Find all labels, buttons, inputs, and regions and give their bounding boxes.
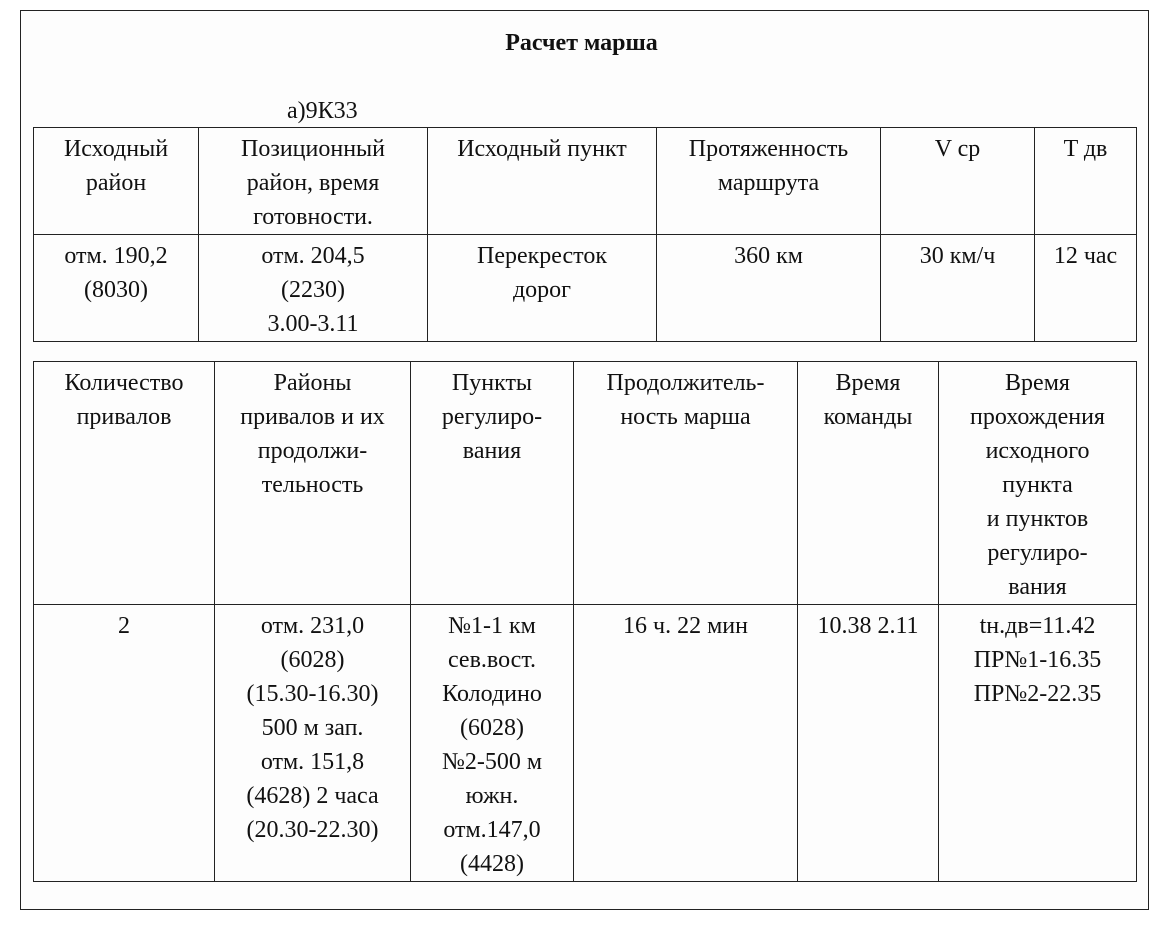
cell-line: отм. 204,5 — [261, 243, 365, 269]
cell-line: отм. 151,8 — [260, 749, 365, 775]
cell-line: Время — [835, 370, 901, 396]
cell-line: (4628) 2 часа — [246, 783, 379, 809]
table-cell — [881, 235, 1035, 342]
cell-line: привалов — [76, 404, 172, 430]
cell-line: 360 км — [734, 243, 803, 269]
table-cell — [657, 235, 881, 342]
table-cell — [798, 605, 939, 882]
table-cell — [1035, 235, 1137, 342]
cell-line: Пункты — [451, 370, 533, 396]
header-cell — [939, 362, 1137, 605]
header-cell — [34, 362, 215, 605]
header-cell — [574, 362, 798, 605]
cell-line: южн. — [465, 783, 519, 809]
cell-line: ПР№1-16.35 — [973, 647, 1102, 673]
header-cell: Протяженность маршрута — [657, 128, 881, 235]
cell-line: исходного — [985, 438, 1090, 464]
table-row — [34, 605, 1137, 882]
cell-line: 2 — [118, 613, 130, 639]
cell-line: (4428) — [460, 851, 524, 877]
table-cell — [411, 605, 574, 882]
cell-line: привалов и их — [240, 404, 385, 430]
cell-line: отм. 231,0 — [260, 613, 365, 639]
cell-line: (8030) — [84, 277, 148, 303]
table-cell — [199, 235, 428, 342]
table-cell — [34, 605, 215, 882]
cell-line: №2-500 м — [441, 749, 543, 775]
document-title: Расчет марша — [505, 30, 658, 56]
cell-line: 12 час — [1053, 243, 1118, 269]
cell-line: Перекресток — [476, 243, 608, 269]
header-cell — [798, 362, 939, 605]
cell-line: 10.38 2.11 — [817, 613, 919, 639]
header-cell: V ср — [881, 128, 1035, 235]
cell-line: (6028) — [280, 647, 345, 673]
cell-line: пункта — [1002, 472, 1073, 498]
table-cell — [215, 605, 411, 882]
cell-line: тельность — [261, 472, 364, 498]
table-header-row — [34, 128, 1137, 235]
march-summary-table — [33, 127, 1137, 342]
header-cell — [411, 362, 574, 605]
cell-line: сев.вост. — [447, 647, 537, 673]
table-cell — [574, 605, 798, 882]
cell-line: вания — [1008, 574, 1067, 600]
cell-line: 16 ч. 22 мин — [623, 613, 748, 639]
cell-line: прохождения — [970, 404, 1105, 430]
cell-line: Районы — [273, 370, 352, 396]
table-cell — [34, 235, 199, 342]
march-calculation-table — [33, 361, 1137, 882]
cell-line: вания — [462, 438, 522, 464]
header-cell: Позиционный район, время готовности. — [199, 128, 428, 235]
cell-line: 3.00-3.11 — [267, 311, 359, 337]
cell-line: 30 км/ч — [919, 243, 996, 269]
cell-line: (2230) — [281, 277, 345, 303]
cell-line: №1-1 км — [448, 613, 536, 639]
table-subtitle: а)9К33 — [287, 98, 358, 124]
cell-line: ность марша — [620, 404, 751, 430]
header-cell: Исходный район — [34, 128, 199, 235]
cell-line: продолжи- — [257, 438, 368, 464]
cell-line: отм.147,0 — [443, 817, 541, 843]
header-cell — [215, 362, 411, 605]
cell-line: регулиро- — [987, 540, 1088, 566]
cell-line: Количество — [64, 370, 184, 396]
cell-line: дорог — [512, 277, 572, 303]
cell-line: Время — [1005, 370, 1070, 396]
cell-line: (6028) — [460, 715, 524, 741]
header-cell: T дв — [1035, 128, 1137, 235]
cell-line: Продолжитель- — [606, 370, 765, 396]
table-row — [34, 235, 1137, 342]
cell-line: Колодино — [442, 681, 542, 707]
cell-line: команды — [823, 404, 913, 430]
cell-line: и пунктов — [986, 506, 1089, 532]
table-cell — [428, 235, 657, 342]
cell-line: (15.30-16.30) — [246, 681, 379, 707]
table-header-row — [34, 362, 1137, 605]
header-cell: Исходный пункт — [428, 128, 657, 235]
table-cell — [939, 605, 1137, 882]
cell-line: регулиро- — [441, 404, 543, 430]
cell-line: tн.дв=11.42 — [979, 613, 1096, 639]
cell-line: 500 м зап. — [261, 715, 364, 741]
cell-line: отм. 190,2 — [64, 243, 168, 269]
cell-line: (20.30-22.30) — [246, 817, 379, 843]
cell-line: ПР№2-22.35 — [973, 681, 1102, 707]
